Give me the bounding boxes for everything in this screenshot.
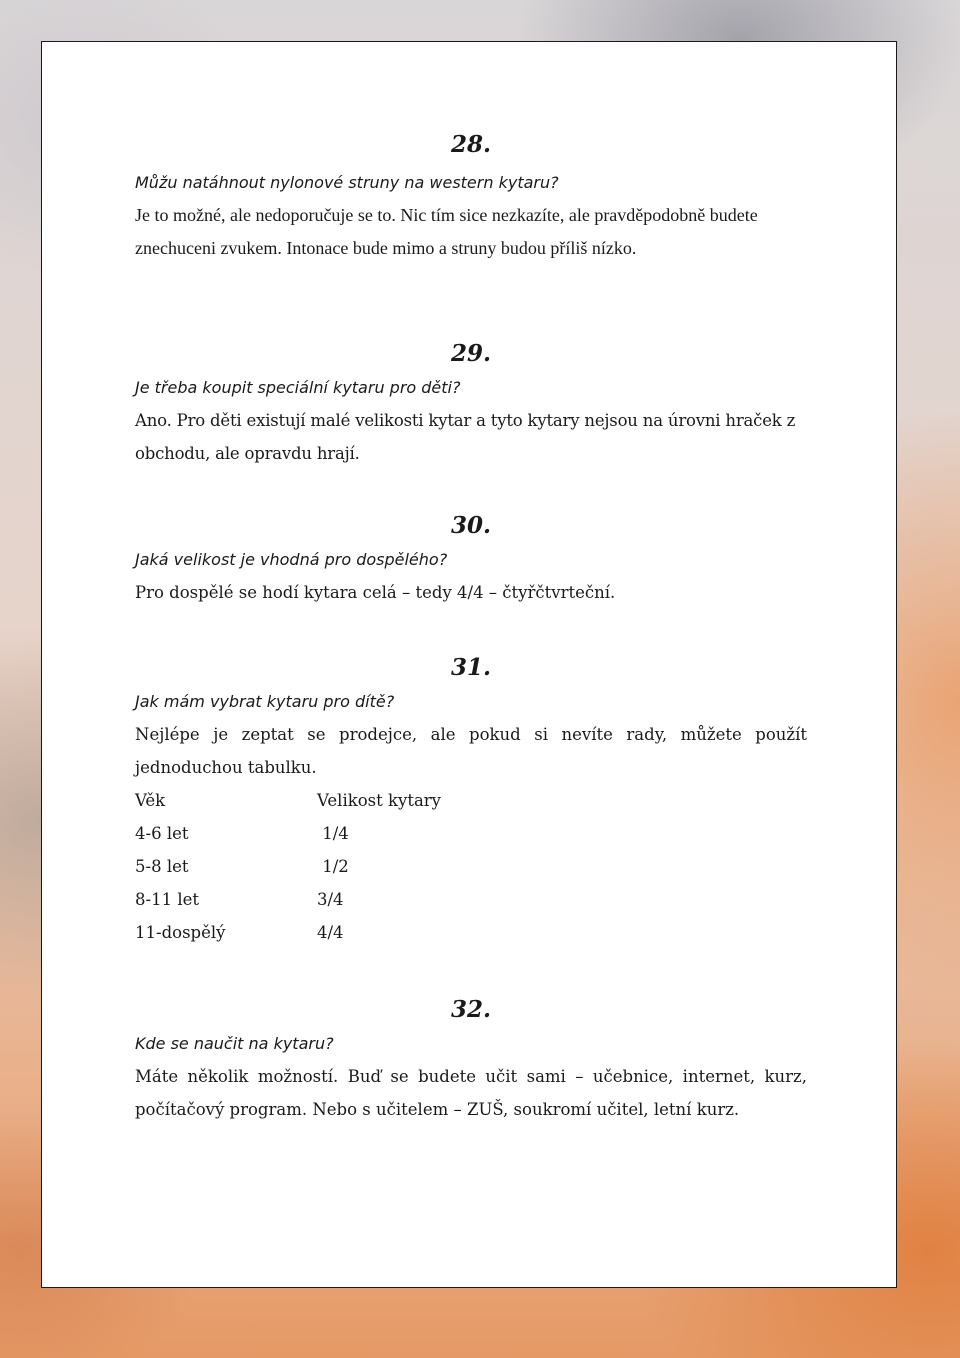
spacer: [135, 609, 807, 651]
faq-section-32: [135, 993, 807, 1126]
faq-section-30: [135, 509, 807, 609]
answer-text: Nejlépe je zeptat se prodejce, ale pokud si nevíte rady, můžete použít jednoduchou tabulku.: [135, 725, 807, 777]
question-text: Můžu natáhnout nylonové struny na western kytaru?: [135, 173, 559, 192]
table-cell-age: 4-6 let: [135, 824, 189, 843]
section-number: 30.: [450, 512, 491, 539]
section-number: 31.: [450, 654, 491, 681]
faq-section-29: [135, 337, 807, 470]
section-number: 28.: [450, 131, 491, 158]
table-row: [135, 817, 441, 850]
guitar-size-table: [135, 784, 441, 949]
page-content: [135, 128, 807, 1126]
faq-section-28: [135, 128, 807, 265]
spacer: [135, 470, 807, 509]
answer-text: Pro dospělé se hodí kytara celá – tedy 4/4 – čtyřčtvrteční.: [135, 583, 616, 602]
faq-section-31: [135, 651, 807, 949]
question-text: Jak mám vybrat kytaru pro dítě?: [135, 692, 395, 711]
table-cell-age: 5-8 let: [135, 857, 189, 876]
question-text: Kde se naučit na kytaru?: [135, 1034, 334, 1053]
table-header-age: Věk: [135, 791, 166, 810]
question-text: Jaká velikost je vhodná pro dospělého?: [135, 550, 448, 569]
answer-text: Ano. Pro děti existují malé velikosti kytar a tyto kytary nejsou na úrovni hraček z obchodu, ale opravdu hrají.: [135, 411, 796, 463]
table-cell-age: 11-dospělý: [135, 923, 226, 942]
table-header-size: Velikost kytary: [317, 791, 441, 810]
spacer: [135, 949, 807, 993]
answer-text: Máte několik možností. Buď se budete učit sami – učebnice, internet, kurz, počítačový program. Nebo s učitelem – ZUŠ, soukromí učitel, letní kurz.: [135, 1067, 807, 1119]
table-row: [135, 850, 441, 883]
table-row: [135, 916, 441, 949]
table-cell-size: 3/4: [317, 890, 344, 909]
table-row: [135, 883, 441, 916]
table-header-row: [135, 784, 441, 817]
spacer: [135, 265, 807, 337]
table-cell-age: 8-11 let: [135, 890, 199, 909]
table-cell-size: 1/4: [317, 824, 349, 843]
answer-text: Je to možné, ale nedoporučuje se to. Nic tím sice nezkazíte, ale pravděpodobně budete znechuceni zvukem. Intonace bude mimo a struny budou příliš nízko.: [135, 205, 758, 258]
question-text: Je třeba koupit speciální kytaru pro děti?: [135, 378, 461, 397]
section-number: 29.: [450, 340, 491, 367]
section-number: 32.: [450, 996, 491, 1023]
table-cell-size: 4/4: [317, 923, 344, 942]
document-page: [41, 41, 897, 1288]
table-cell-size: 1/2: [317, 857, 349, 876]
